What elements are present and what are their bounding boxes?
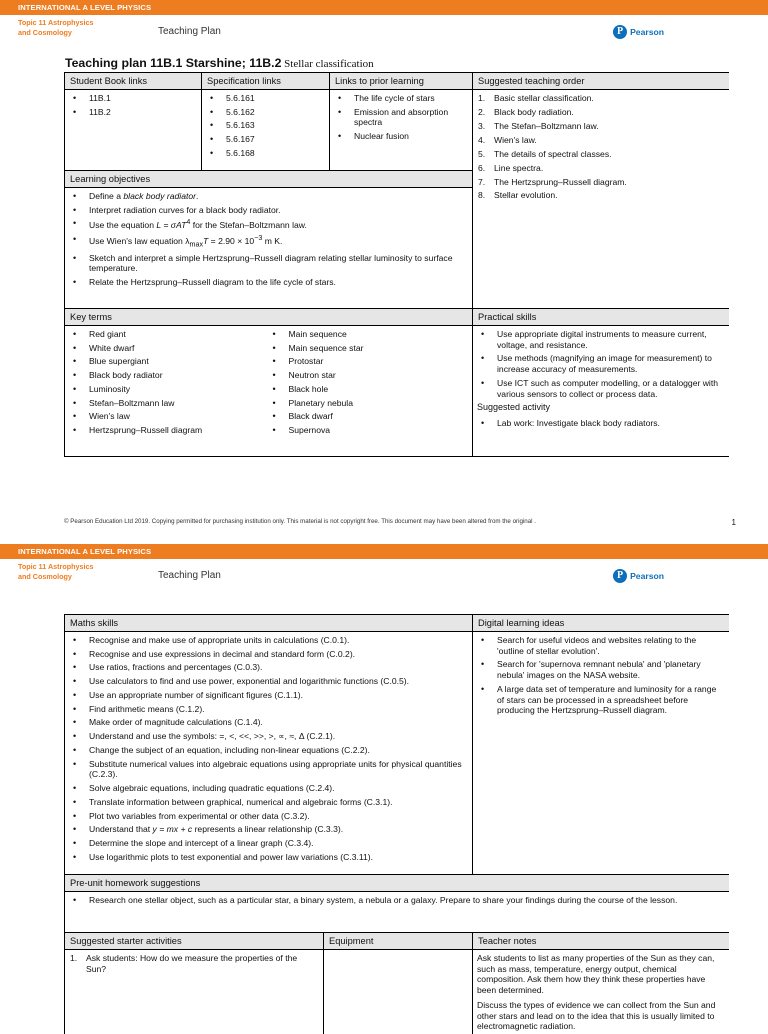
list-item: • Blue supergiant [69, 356, 269, 367]
title-serif: Stellar classification [281, 58, 374, 70]
list-item: • 11B.2 [69, 107, 197, 118]
list-item: • 5.6.163 [206, 120, 325, 131]
key-terms-col-1 [69, 329, 269, 454]
header-objectives: Learning objectives [65, 171, 472, 187]
list-item: • 5.6.162 [206, 107, 325, 118]
list-item: • Substitute numerical values into algebraic equations using appropriate units for physical quantities (C.2.3). [69, 759, 468, 780]
list-item: • Change the subject of an equation, including non-linear equations (C.2.2). [69, 745, 468, 756]
list-item: • Wien's law [69, 411, 269, 422]
header-practical: Practical skills [473, 309, 729, 325]
list-item: • 11B.1 [69, 93, 197, 104]
list-item: 1. Ask students: How do we measure the properties of the Sun? [70, 953, 298, 974]
list-item: • Search for 'supernova remnant nebula' and 'planetary nebula' images on the NASA website. [477, 659, 725, 680]
list-item: • Understand that y = mx + c represents a linear relationship (C.3.3). [69, 824, 468, 835]
header-student-book: Student Book links [65, 73, 201, 89]
teacher-note: Discuss the types of evidence we can collect from the Sun and other stars and lead on to the idea that this is usually limited to electromagnetic radiation. [477, 999, 716, 1032]
header-homework: Pre-unit homework suggestions [65, 875, 729, 891]
header-band-text: INTERNATIONAL A LEVEL PHYSICS [18, 3, 152, 12]
list-item: • Use calculators to find and use power, exponential and logarithmic functions (C.0.5). [69, 676, 468, 687]
list-item: • Planetary nebula [269, 398, 469, 409]
page-number: 1 [731, 518, 736, 527]
starter-table [65, 933, 729, 1033]
list-item: 2. Black body radiation. [478, 106, 574, 117]
starter-list [69, 953, 319, 974]
prior-list [334, 93, 468, 142]
topic-label [18, 562, 94, 582]
list-item: • Search for useful videos and websites relating to the 'outline of stellar evolution'. [477, 635, 725, 656]
pearson-logo-icon: P [613, 569, 627, 583]
list-item: • Use ICT such as computer modelling, or a datalogger with various sensors to collect or process data. [477, 378, 725, 399]
title-main: Teaching plan 11B.1 Starshine; 11B.2 [65, 56, 282, 70]
list-item: • Nuclear fusion [334, 131, 468, 142]
maths-list [69, 635, 468, 862]
list-item: • Protostar [269, 356, 469, 367]
list-item: • Solve algebraic equations, including quadratic equations (C.2.4). [69, 783, 468, 794]
list-item: • Neutron star [269, 370, 469, 381]
order-list [477, 93, 725, 201]
list-item: • 5.6.161 [206, 93, 325, 104]
list-item: • 5.6.167 [206, 134, 325, 145]
list-item: 4. Wien's law. [478, 134, 537, 145]
header-prior: Links to prior learning [330, 73, 472, 89]
equipment-cell [324, 950, 472, 1034]
list-item: • Black dwarf [269, 411, 469, 422]
list-item: • Use methods (magnifying an image for measurement) to increase accuracy of measurements. [477, 353, 725, 374]
list-item: • Find arithmetic means (C.1.2). [69, 704, 468, 715]
list-item: 3. The Stefan–Boltzmann law. [478, 120, 599, 131]
list-item: • Black hole [269, 384, 469, 395]
list-item: 6. Line spectra. [478, 162, 544, 173]
list-item: • Main sequence star [269, 343, 469, 354]
topic-line-2: and Cosmology [18, 28, 72, 37]
list-item: 5. The details of spectral classes. [478, 148, 612, 159]
list-item: • Use appropriate digital instruments to measure current, voltage, and resistance. [477, 329, 725, 350]
list-item: • Emission and absorption spectra [334, 107, 468, 128]
pearson-brand [613, 25, 664, 39]
list-item: • 5.6.168 [206, 148, 325, 159]
header-band-text: INTERNATIONAL A LEVEL PHYSICS [18, 547, 152, 556]
header-maths: Maths skills [65, 615, 472, 631]
student-book-cell [65, 90, 201, 170]
digital-list [477, 635, 725, 716]
list-item: • Use the equation L = σAT$^4$ for the Stefan–Boltzmann law. [69, 218, 468, 231]
spec-list [206, 93, 325, 159]
list-item: • Black body radiator [69, 370, 269, 381]
order-cell [473, 90, 729, 308]
list-item: • Relate the Hertzsprung–Russell diagram to the life cycle of stars. [69, 277, 468, 288]
teaching-plan-table [64, 72, 729, 457]
activity-list [477, 418, 725, 429]
list-item: • White dwarf [69, 343, 269, 354]
practical-cell [473, 326, 729, 456]
list-item: • Main sequence [269, 329, 469, 340]
teacher-note: Ask students to list as many properties of the Sun as they can, such as mass, temperature, energy output, chemical composition. Ask them how they think these properties have been determined. [477, 953, 715, 996]
list-item: • Define a black body radiator. [69, 191, 468, 202]
list-item: • Recognise and make use of appropriate units in calculations (C.0.1). [69, 635, 468, 646]
header-order: Suggested teaching order [473, 73, 729, 89]
list-item: • The life cycle of stars [334, 93, 468, 104]
key-terms-cell [65, 326, 472, 456]
page-title [65, 56, 374, 72]
list-item: • Make order of magnitude calculations (C.1.4). [69, 717, 468, 728]
list-item: • Sketch and interpret a simple Hertzsprung–Russell diagram relating stellar luminosity to surface temperature. [69, 253, 468, 274]
pearson-name: Pearson [630, 570, 664, 581]
list-item: • Stefan–Boltzmann law [69, 398, 269, 409]
list-item: • Use an appropriate number of significant figures (C.1.1). [69, 690, 468, 701]
topic-line-1: Topic 11 Astrophysics [18, 562, 94, 571]
header-band [0, 544, 768, 559]
spec-cell [202, 90, 329, 170]
list-item: • Interpret radiation curves for a black body radiator. [69, 205, 468, 216]
topic-label [18, 18, 94, 38]
pearson-logo-icon: P [613, 25, 627, 39]
list-item: 8. Stellar evolution. [478, 190, 558, 201]
teaching-plan-label: Teaching Plan [158, 570, 221, 581]
homework-list [69, 895, 725, 906]
prior-cell [330, 90, 472, 170]
list-item: • Plot two variables from experimental or other data (C.3.2). [69, 811, 468, 822]
objectives-cell [65, 188, 472, 308]
header-equipment: Equipment [324, 933, 472, 949]
suggested-activity-heading: Suggested activity [477, 402, 551, 413]
list-item: • Use Wien's law equation $\lambda_{max}T = 2.90 \times 10^{-3}$ m K. [69, 234, 468, 250]
list-item: • Use ratios, fractions and percentages (C.0.3). [69, 662, 468, 673]
digital-cell [473, 632, 729, 874]
header-starter: Suggested starter activities [65, 933, 323, 949]
list-item: • Understand and use the symbols: =, <, <<, >>, >, ∝, ≈, Δ (C.2.1). [69, 731, 468, 742]
list-item: • Luminosity [69, 384, 269, 395]
teaching-plan-table-2 [64, 614, 729, 1034]
teaching-plan-label: Teaching Plan [158, 26, 221, 37]
starter-cell [65, 950, 323, 1034]
list-item: • Lab work: Investigate black body radiators. [477, 418, 725, 429]
homework-cell [65, 892, 729, 932]
header-key-terms: Key terms [65, 309, 472, 325]
pearson-brand [613, 569, 664, 583]
maths-cell [65, 632, 472, 874]
list-item: 7. The Hertzsprung–Russell diagram. [478, 176, 627, 187]
list-item: • A large data set of temperature and luminosity for a range of stars can be processed in a spreadsheet before producing the Hertzsprung–Russell diagram. [477, 684, 725, 716]
list-item: • Translate information between graphical, numerical and algebraic forms (C.3.1). [69, 797, 468, 808]
list-item: • Use logarithmic plots to test exponential and power law variations (C.3.11). [69, 852, 468, 863]
list-item: 1. Basic stellar classification. [478, 93, 594, 103]
topic-line-1: Topic 11 Astrophysics [18, 18, 94, 27]
header-spec: Specification links [202, 73, 329, 89]
student-book-list [69, 93, 197, 117]
pearson-name: Pearson [630, 26, 664, 37]
topic-line-2: and Cosmology [18, 572, 72, 581]
header-digital: Digital learning ideas [473, 615, 729, 631]
list-item: • Determine the slope and intercept of a linear graph (C.3.4). [69, 838, 468, 849]
notes-cell [473, 950, 729, 1034]
copyright-footer: © Pearson Education Ltd 2019. Copying permitted for purchasing institution only. This material is not copyright free. This document may have been altered from the original . [64, 518, 536, 525]
header-notes: Teacher notes [473, 933, 729, 949]
practical-list [477, 329, 725, 399]
list-item: • Red giant [69, 329, 269, 340]
header-band [0, 0, 768, 15]
list-item: • Supernova [269, 425, 469, 436]
list-item: • Hertzsprung–Russell diagram [69, 425, 269, 436]
key-terms-col-2 [269, 329, 469, 454]
list-item: • Research one stellar object, such as a particular star, a binary system, a nebula or a galaxy. Prepare to share your findings during the course of the lesson. [69, 895, 725, 906]
objectives-list [69, 191, 468, 288]
list-item: • Recognise and use expressions in decimal and standard form (C.0.2). [69, 649, 468, 660]
